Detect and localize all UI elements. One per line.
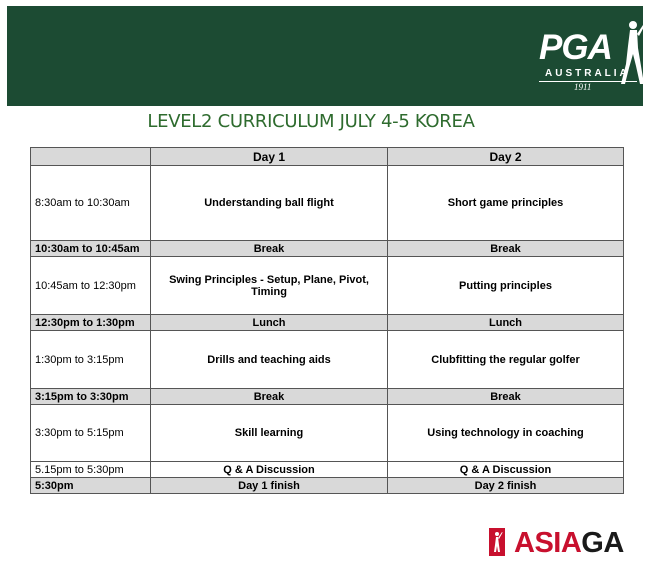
day1-cell: Understanding ball flight bbox=[151, 166, 388, 241]
table-row bbox=[31, 331, 624, 389]
header-banner bbox=[7, 6, 643, 106]
day2-cell: Using technology in coaching bbox=[388, 405, 624, 462]
day2-cell: Q & A Discussion bbox=[388, 462, 624, 478]
time-cell: 5:30pm bbox=[31, 478, 151, 494]
table-row bbox=[31, 405, 624, 462]
header-cell-day1: Day 1 bbox=[151, 148, 388, 166]
time-cell: 3:15pm to 3:30pm bbox=[31, 389, 151, 405]
day2-cell: Clubfitting the regular golfer bbox=[388, 331, 624, 389]
curriculum-table bbox=[30, 147, 624, 494]
table-row bbox=[31, 166, 624, 241]
time-cell: 3:30pm to 5:15pm bbox=[31, 405, 151, 462]
table-body bbox=[31, 166, 624, 494]
pga-australia-logo bbox=[529, 16, 647, 100]
pga-logo-text: PGA bbox=[539, 28, 612, 67]
table-row bbox=[31, 478, 624, 494]
day2-cell: Day 2 finish bbox=[388, 478, 624, 494]
header-cell-time bbox=[31, 148, 151, 166]
asiaga-logo bbox=[486, 526, 636, 560]
day1-cell: Swing Principles - Setup, Plane, Pivot, Timing bbox=[151, 257, 388, 315]
time-cell: 1:30pm to 3:15pm bbox=[31, 331, 151, 389]
asiaga-wordmark-red: ASIA bbox=[514, 527, 582, 559]
day1-cell: Break bbox=[151, 241, 388, 257]
time-cell: 12:30pm to 1:30pm bbox=[31, 315, 151, 331]
day1-cell: Drills and teaching aids bbox=[151, 331, 388, 389]
time-cell: 5.15pm to 5:30pm bbox=[31, 462, 151, 478]
header-cell-day2: Day 2 bbox=[388, 148, 624, 166]
table-row bbox=[31, 257, 624, 315]
day2-cell: Putting principles bbox=[388, 257, 624, 315]
table-row bbox=[31, 241, 624, 257]
day2-cell: Break bbox=[388, 389, 624, 405]
pga-logo-subtitle: AUSTRALIA bbox=[545, 68, 630, 79]
table-header-row bbox=[31, 148, 624, 166]
table-row bbox=[31, 315, 624, 331]
asiaga-wordmark bbox=[514, 526, 624, 560]
day1-cell: Skill learning bbox=[151, 405, 388, 462]
day2-cell: Short game principles bbox=[388, 166, 624, 241]
day1-cell: Day 1 finish bbox=[151, 478, 388, 494]
page-title-text: LEVEL2 CURRICULUM JULY 4-5 KOREA bbox=[147, 111, 475, 132]
day1-cell: Q & A Discussion bbox=[151, 462, 388, 478]
day1-cell: Lunch bbox=[151, 315, 388, 331]
day2-cell: Lunch bbox=[388, 315, 624, 331]
time-cell: 8:30am to 10:30am bbox=[31, 166, 151, 241]
asiaga-wordmark-dark: GA bbox=[581, 527, 624, 559]
golfer-flag-icon bbox=[489, 528, 505, 556]
time-cell: 10:45am to 12:30pm bbox=[31, 257, 151, 315]
pga-logo-year: 1911 bbox=[574, 82, 592, 92]
table-row bbox=[31, 389, 624, 405]
page-title bbox=[0, 111, 650, 132]
day2-cell: Break bbox=[388, 241, 624, 257]
day1-cell: Break bbox=[151, 389, 388, 405]
table-row bbox=[31, 462, 624, 478]
time-cell: 10:30am to 10:45am bbox=[31, 241, 151, 257]
